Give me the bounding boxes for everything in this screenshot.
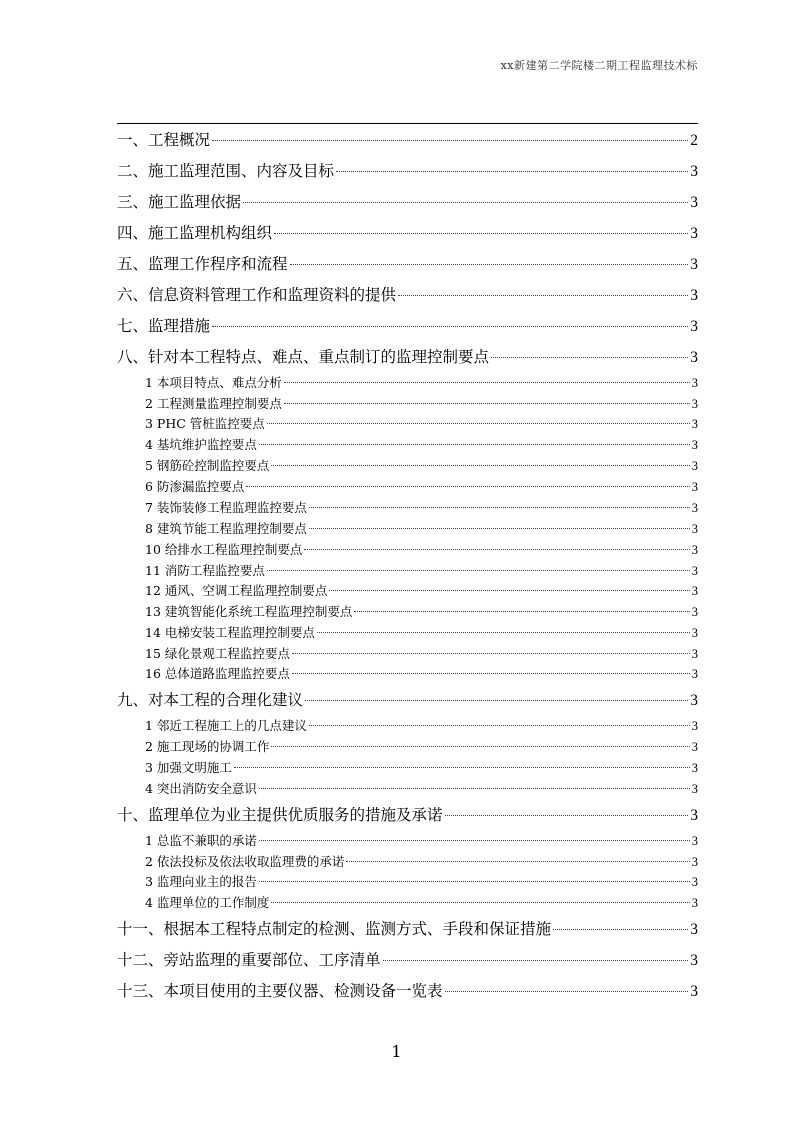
- dot-leader: [553, 929, 688, 930]
- toc-entry-label: 3 监理向业主的报告: [145, 874, 257, 889]
- toc-subentry[interactable]: [117, 737, 698, 755]
- dot-leader: [259, 788, 690, 789]
- dot-leader: [259, 444, 690, 445]
- toc-entry-label: 十、监理单位为业主提供优质服务的措施及承诺: [117, 806, 443, 824]
- toc-entry-page: 3: [690, 692, 698, 709]
- toc-entry-page: 3: [691, 740, 698, 754]
- dot-leader: [398, 295, 688, 296]
- toc-entry-label: 8 建筑节能工程监理控制要点: [145, 521, 307, 536]
- toc-entry-page: 3: [691, 875, 698, 889]
- dot-leader: [292, 673, 690, 674]
- toc-entry-label: 十一、根据本工程特点制定的检测、监测方式、手段和保证措施: [117, 920, 552, 938]
- dot-leader: [274, 233, 688, 234]
- toc-entry-page: 3: [691, 667, 698, 681]
- toc-subentry[interactable]: [117, 414, 698, 432]
- toc-entry-page: 3: [691, 719, 698, 733]
- toc-entry[interactable]: [117, 159, 698, 181]
- toc-subentry[interactable]: [117, 831, 698, 849]
- toc-entry-label: 12 通风、空调工程监理控制要点: [145, 583, 328, 598]
- dot-leader: [336, 171, 688, 172]
- dot-leader: [284, 403, 690, 404]
- toc-subentry[interactable]: [117, 498, 698, 516]
- toc-entry-label: 2 施工现场的协调工作: [145, 739, 270, 754]
- toc-entry-page: 3: [691, 761, 698, 775]
- toc-subentry[interactable]: [117, 540, 698, 558]
- dot-leader: [271, 902, 689, 903]
- toc-entry-page: 3: [691, 480, 698, 494]
- toc-subentry[interactable]: [117, 872, 698, 890]
- toc-entry-page: 3: [690, 807, 698, 824]
- toc-entry-label: 6 防渗漏监控要点: [145, 479, 245, 494]
- toc-entry-label: 十二、旁站监理的重要部位、工序清单: [117, 951, 381, 969]
- dot-leader: [445, 815, 689, 816]
- toc-entry-page: 3: [691, 522, 698, 536]
- toc-subentry[interactable]: [117, 519, 698, 537]
- toc-entry-label: 5 钢筋砼控制监控要点: [145, 458, 270, 473]
- toc-entry-page: 3: [691, 376, 698, 390]
- dot-leader: [329, 590, 689, 591]
- toc-entry-page: 3: [690, 163, 698, 180]
- toc-entry-label: 2 依法投标及依法收取监理费的承诺: [145, 854, 345, 869]
- toc-entry[interactable]: [117, 688, 698, 710]
- toc-entry-label: 14 电梯安装工程监理控制要点: [145, 625, 315, 640]
- dot-leader: [309, 528, 690, 529]
- toc-entry-page: 3: [691, 417, 698, 431]
- toc-entry-page: 3: [691, 564, 698, 578]
- toc-entry-page: 3: [691, 459, 698, 473]
- toc-entry[interactable]: [117, 221, 698, 243]
- toc-entry[interactable]: [117, 803, 698, 825]
- dot-leader: [246, 486, 689, 487]
- toc-entry-label: 10 给排水工程监理控制要点: [145, 542, 303, 557]
- toc-subentry[interactable]: [117, 477, 698, 495]
- dot-leader: [284, 382, 690, 383]
- toc-entry-label: 2 工程测量监理控制要点: [145, 396, 282, 411]
- toc-entry-label: 3 PHC 管桩监控要点: [145, 416, 265, 431]
- toc-entry-page: 3: [691, 397, 698, 411]
- toc-subentry[interactable]: [117, 623, 698, 641]
- dot-leader: [445, 991, 689, 992]
- dot-leader: [212, 140, 688, 141]
- toc-entry-page: 3: [691, 584, 698, 598]
- toc-entry-label: 3 加强文明施工: [145, 760, 232, 775]
- dot-leader: [234, 767, 690, 768]
- toc-entry-page: 3: [691, 834, 698, 848]
- dot-leader: [271, 465, 689, 466]
- toc-entry-label: 7 装饰装修工程监理监控要点: [145, 500, 307, 515]
- toc-entry-label: 四、施工监理机构组织: [117, 224, 273, 242]
- dot-leader: [290, 264, 689, 265]
- toc-subentry[interactable]: [117, 581, 698, 599]
- dot-leader: [383, 960, 689, 961]
- dot-leader: [304, 549, 689, 550]
- toc-entry-label: 1 本项目特点、难点分析: [145, 375, 282, 390]
- toc-entry-label: 15 绿化景观工程监控要点: [145, 646, 290, 661]
- toc-entry-label: 七、监理措施: [117, 317, 211, 335]
- dot-leader: [309, 507, 690, 508]
- toc-entry-page: 2: [690, 132, 698, 149]
- dot-leader: [317, 632, 690, 633]
- toc-entry[interactable]: [117, 948, 698, 970]
- toc-entry-page: 3: [690, 225, 698, 242]
- toc-subentry[interactable]: [117, 435, 698, 453]
- toc-entry-label: 13 建筑智能化系统工程监理控制要点: [145, 604, 353, 619]
- toc-entry[interactable]: [117, 979, 698, 1001]
- dot-leader: [267, 570, 690, 571]
- toc-subentry[interactable]: [117, 561, 698, 579]
- toc-entry[interactable]: [117, 314, 698, 336]
- toc-entry-label: 1 总监不兼职的承诺: [145, 833, 257, 848]
- toc-entry-label: 三、施工监理依据: [117, 193, 242, 211]
- toc-entry-page: 3: [691, 605, 698, 619]
- toc-entry-label: 4 突出消防安全意识: [145, 781, 257, 796]
- toc-entry-page: 3: [691, 626, 698, 640]
- toc-entry-page: 3: [691, 782, 698, 796]
- toc-entry[interactable]: [117, 128, 698, 150]
- toc-entry-label: 六、信息资料管理工作和监理资料的提供: [117, 286, 397, 304]
- toc-entry-page: 3: [690, 952, 698, 969]
- toc-entry-label: 二、施工监理范围、内容及目标: [117, 162, 335, 180]
- toc-subentry[interactable]: [117, 602, 698, 620]
- toc-entry[interactable]: [117, 252, 698, 274]
- dot-leader: [491, 357, 688, 358]
- dot-leader: [212, 326, 688, 327]
- toc-subentry[interactable]: [117, 664, 698, 682]
- running-header: xx新建第二学院楼二期工程监理技术标: [500, 59, 698, 72]
- toc-entry-label: 一、工程概况: [117, 131, 211, 149]
- toc-subentry[interactable]: [117, 373, 698, 391]
- page-number: 1: [391, 1042, 402, 1061]
- dot-leader: [354, 611, 689, 612]
- toc-entry-page: 3: [691, 647, 698, 661]
- toc-entry[interactable]: [117, 283, 698, 305]
- toc-entry-page: 3: [690, 983, 698, 1000]
- toc-entry-label: 八、针对本工程特点、难点、重点制订的监理控制要点: [117, 348, 490, 366]
- toc-subentry[interactable]: [117, 779, 698, 797]
- toc-entry-page: 3: [690, 349, 698, 366]
- toc-entry[interactable]: [117, 917, 698, 939]
- toc-entry-page: 3: [691, 438, 698, 452]
- toc-entry-page: 3: [690, 256, 698, 273]
- toc-entry[interactable]: [117, 190, 698, 212]
- dot-leader: [309, 725, 690, 726]
- toc-entry-page: 3: [690, 194, 698, 211]
- toc-entry-page: 3: [691, 543, 698, 557]
- dot-leader: [271, 746, 689, 747]
- dot-leader: [267, 423, 690, 424]
- header-rule: [117, 123, 698, 124]
- toc-subentry[interactable]: [117, 394, 698, 412]
- toc-subentry[interactable]: [117, 852, 698, 870]
- toc-entry[interactable]: [117, 345, 698, 367]
- toc-entry-label: 1 邻近工程施工上的几点建议: [145, 718, 307, 733]
- toc-entry-label: 11 消防工程监控要点: [145, 563, 265, 578]
- dot-leader: [305, 700, 688, 701]
- dot-leader: [259, 840, 690, 841]
- toc-entry-label: 16 总体道路监理监控要点: [145, 666, 290, 681]
- toc-subentry[interactable]: [117, 893, 698, 911]
- toc-subentry[interactable]: [117, 456, 698, 474]
- toc-entry-label: 4 基坑维护监控要点: [145, 437, 257, 452]
- toc-entry-page: 3: [690, 287, 698, 304]
- toc-entry-label: 五、监理工作程序和流程: [117, 255, 288, 273]
- dot-leader: [346, 861, 689, 862]
- dot-leader: [243, 202, 688, 203]
- dot-leader: [292, 653, 690, 654]
- toc-entry-page: 3: [691, 896, 698, 910]
- toc-entry-page: 3: [691, 855, 698, 869]
- toc-subentry[interactable]: [117, 716, 698, 734]
- toc-entry-page: 3: [690, 318, 698, 335]
- toc-entry-label: 4 监理单位的工作制度: [145, 895, 270, 910]
- toc-entry-label: 九、对本工程的合理化建议: [117, 691, 304, 709]
- toc-subentry[interactable]: [117, 644, 698, 662]
- toc-entry-page: 3: [690, 921, 698, 938]
- dot-leader: [259, 881, 690, 882]
- toc-entry-page: 3: [691, 501, 698, 515]
- toc-subentry[interactable]: [117, 758, 698, 776]
- toc-entry-label: 十三、本项目使用的主要仪器、检测设备一览表: [117, 982, 443, 1000]
